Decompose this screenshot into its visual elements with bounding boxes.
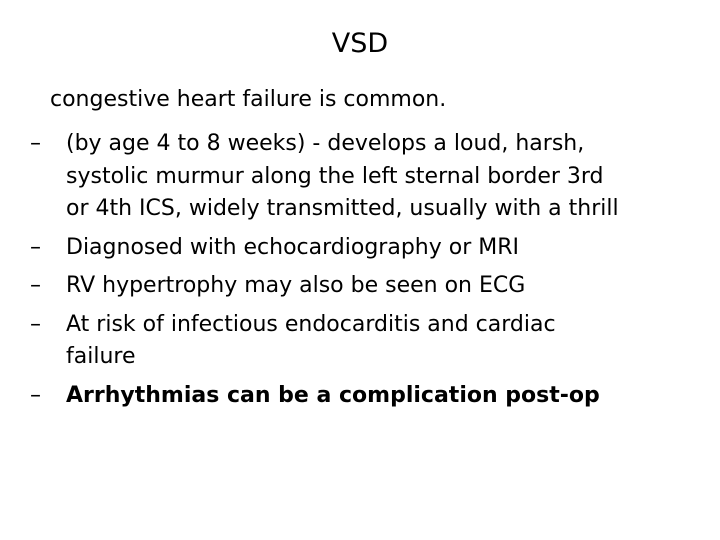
bullet-list (30, 128, 720, 418)
bullet-line: systolic murmur along the left sternal border 3rd (66, 163, 604, 189)
slide-title: VSD (331, 28, 389, 59)
dash-marker: – (30, 131, 41, 156)
bullet-item (30, 380, 720, 413)
bullet-line: (by age 4 to 8 weeks) - develops a loud, harsh, (66, 131, 585, 156)
dash-marker: – (30, 311, 41, 337)
dash-marker: – (30, 234, 41, 260)
bullet-line: Diagnosed with echocardiography or MRI (66, 234, 519, 260)
bullet-line: At risk of infectious endocarditis and cardiac (66, 311, 556, 337)
bullet-line: or 4th ICS, widely transmitted, usually with a thrill (66, 196, 619, 221)
dash-marker: – (30, 382, 41, 408)
bullet-item (30, 309, 720, 374)
bullet-item (30, 270, 720, 303)
bullet-line: Arrhythmias can be a complication post-op (66, 382, 600, 408)
bullet-item (30, 232, 720, 265)
bullet-item (30, 128, 720, 226)
bullet-line: failure (66, 344, 136, 369)
lead-text: congestive heart failure is common. (50, 87, 447, 112)
dash-marker: – (30, 273, 41, 298)
bullet-line: RV hypertrophy may also be seen on ECG (66, 273, 526, 298)
